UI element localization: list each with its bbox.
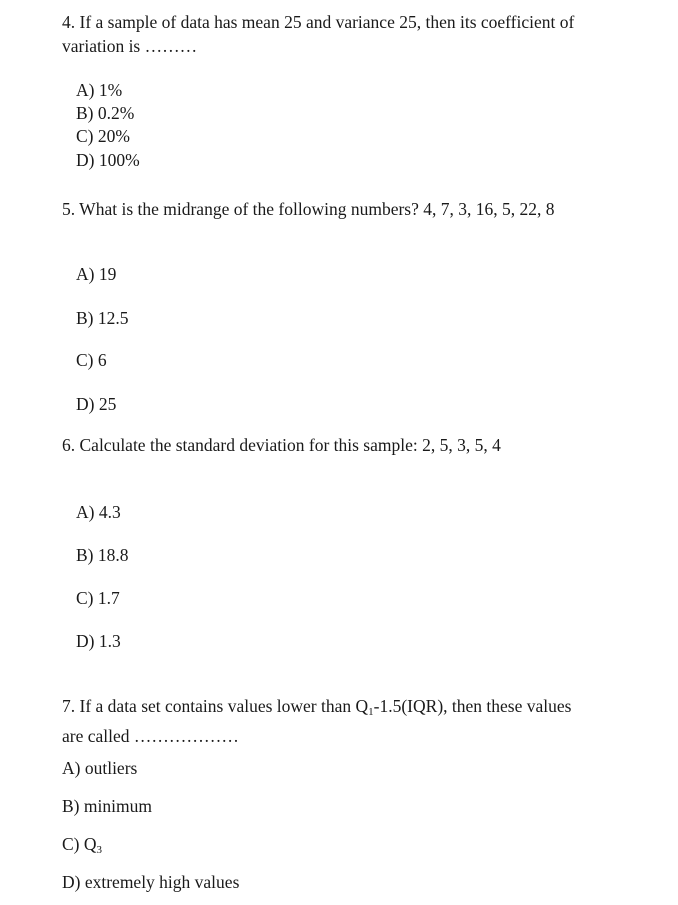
- question-7-option-c-text: C) Q: [62, 834, 97, 854]
- question-4-option-c: C) 20%: [76, 126, 130, 146]
- question-6: [62, 433, 652, 457]
- question-5-text: 5. What is the midrange of the following numbers? 4, 7, 3, 16, 5, 22, 8: [62, 199, 555, 219]
- question-6-option-d: D) 1.3: [76, 631, 121, 651]
- question-7-line-1-start: 7. If a data set contains values lower than Q: [62, 696, 369, 716]
- question-6-option-c: C) 1.7: [76, 588, 120, 608]
- question-5: [62, 197, 652, 221]
- question-6-option-a: A) 4.3: [76, 502, 121, 522]
- question-7-option-c-subscript: 3: [96, 844, 103, 856]
- question-4-line-2: variation is ………: [62, 36, 198, 56]
- question-7-line-1-subscript: 1: [368, 706, 374, 718]
- question-7-line-2: are called ………………: [62, 726, 239, 746]
- question-7-option-a: A) outliers: [62, 758, 138, 778]
- question-5-option-d: D) 25: [76, 394, 117, 414]
- question-7: [62, 694, 652, 748]
- question-6-option-b: B) 18.8: [76, 545, 129, 565]
- question-7-option-d: D) extremely high values: [62, 872, 240, 892]
- question-4-option-d: D) 100%: [76, 150, 140, 170]
- question-6-text: 6. Calculate the standard deviation for this sample: 2, 5, 3, 5, 4: [62, 435, 501, 455]
- question-4: [62, 10, 652, 58]
- question-5-option-a: A) 19: [76, 264, 117, 284]
- question-4-option-b: B) 0.2%: [76, 103, 135, 123]
- question-7-option-b: B) minimum: [62, 796, 152, 816]
- question-7-line-1: [62, 694, 652, 724]
- question-7-line-1-end: -1.5(IQR), then these values: [373, 696, 572, 716]
- question-4-option-a: A) 1%: [76, 80, 123, 100]
- question-5-option-b: B) 12.5: [76, 308, 129, 328]
- question-4-line-1: 4. If a sample of data has mean 25 and variance 25, then its coefficient of: [62, 12, 575, 32]
- question-7-option-c: [62, 832, 102, 862]
- question-5-option-c: C) 6: [76, 350, 107, 370]
